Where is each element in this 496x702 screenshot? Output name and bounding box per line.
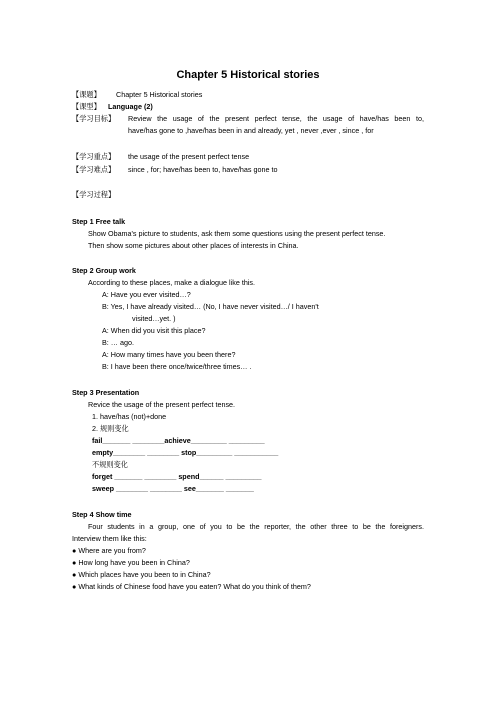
objectives-line-1: Review the usage of the present perfect tense, the usage of have/has been to, <box>128 114 424 123</box>
document-title: Chapter 5 Historical stories <box>176 69 320 81</box>
step3-item-2: 2. 规则变化 <box>92 424 129 433</box>
dialogue-line: A: Have you ever visited…? <box>102 290 191 299</box>
dialogue-line: visited…yet. ) <box>132 314 176 323</box>
step3-heading: Step 3 Presentation <box>72 388 140 397</box>
step1-line-1: Show Obama's picture to students, ask them some questions using the present perfect tense. <box>88 229 386 238</box>
irregular-verbs-line-1: forget _______ ________ spend______ _________ <box>92 472 262 481</box>
objectives-line-2: have/has gone to ,have/has been in and already, yet , never ,ever , since , for <box>128 126 374 135</box>
interview-question: ● Which places have you been to in China? <box>72 570 211 579</box>
step1-heading: Step 1 Free talk <box>72 217 126 226</box>
objectives-label: 【学习目标】 <box>72 114 116 123</box>
dialogue-line: B: … ago. <box>102 338 134 347</box>
dialogue-line: A: How many times have you been there? <box>102 350 236 359</box>
key-points-label: 【学习重点】 <box>72 152 116 161</box>
step1-line-2: Then show some pictures about other places of interests in China. <box>88 241 299 250</box>
irregular-verbs-line-2: sweep ________ ________ see_______ _______ <box>92 484 254 493</box>
lesson-type-label: 【课型】 <box>72 102 101 111</box>
step3-item-1: 1. have/has (not)+done <box>92 412 167 421</box>
step2-heading: Step 2 Group work <box>72 266 136 275</box>
step4-line-1: Four students in a group, one of you to be the reporter, the other three to be the foreigners. <box>88 522 424 531</box>
dialogue-line: B: I have been there once/twice/three times… . <box>102 362 252 371</box>
difficulties-label: 【学习难点】 <box>72 165 116 174</box>
key-points-value: the usage of the present perfect tense <box>128 152 250 161</box>
topic-value: Chapter 5 Historical stories <box>116 90 203 99</box>
step4-line-2: Interview them like this: <box>72 534 147 543</box>
topic-label: 【课题】 <box>72 90 101 99</box>
lesson-type-value: Language (2) <box>108 102 153 111</box>
interview-question: ● Where are you from? <box>72 546 146 555</box>
difficulties-value: since , for; have/has been to, have/has gone to <box>128 165 278 174</box>
irregular-verbs-label: 不规则变化 <box>92 460 128 469</box>
dialogue-line: A: When did you visit this place? <box>102 326 206 335</box>
step2-intro: According to these places, make a dialogue like this. <box>88 278 256 287</box>
regular-verbs-line-1: fail_______ ________achieve_________ _________ <box>92 436 265 445</box>
step3-intro: Revice the usage of the present perfect tense. <box>88 400 236 409</box>
regular-verbs-line-2: empty________ ________ stop_________ ___________ <box>92 448 279 457</box>
step4-heading: Step 4 Show time <box>72 510 132 519</box>
interview-question: ● How long have you been in China? <box>72 558 190 567</box>
process-label: 【学习过程】 <box>72 190 116 199</box>
dialogue-line: B: Yes, I have already visited… (No, I have never visited…/ I haven't <box>102 302 319 311</box>
interview-question: ● What kinds of Chinese food have you eaten? What do you think of them? <box>72 582 311 591</box>
